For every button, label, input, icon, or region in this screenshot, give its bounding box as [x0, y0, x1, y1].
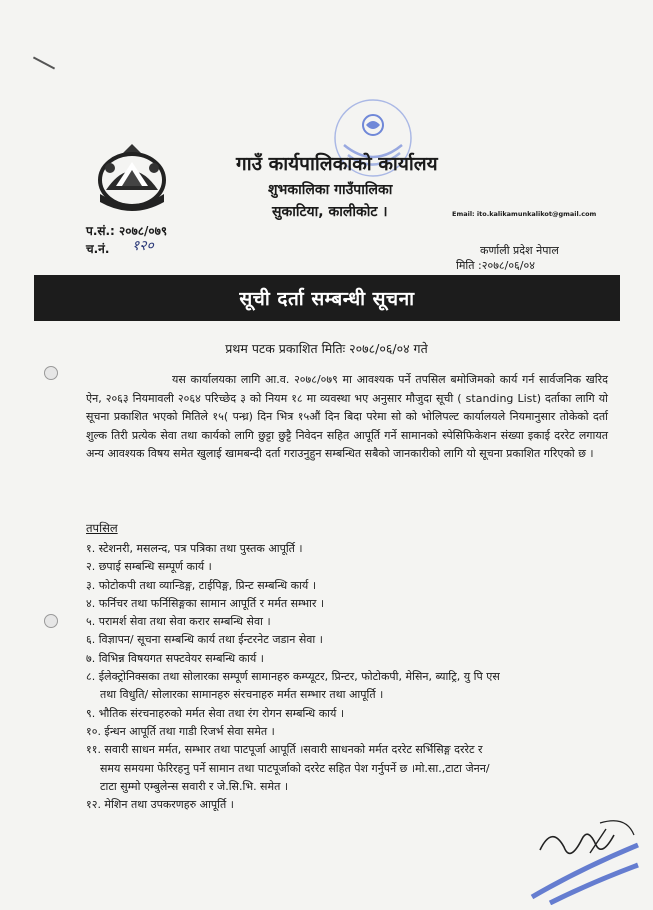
schedule-item: २. छपाई सम्बन्धि सम्पूर्ण कार्य ।: [86, 560, 212, 574]
schedule-item: ४. फर्निचर तथा फर्निसिङ्गका सामान आपूर्ति र मर्मत सम्भार ।: [86, 596, 325, 610]
paper-mark: [33, 56, 55, 69]
schedule-item: ५. परामर्श सेवा तथा सेवा करार सम्बन्धि सेवा ।: [86, 615, 271, 629]
notice-title: सूची दर्ता सम्बन्धी सूचना: [239, 288, 415, 310]
schedule-item-continuation: तथा विधुति/ सोलारका सामानहरु संरचनाहरु मर्मत सम्भार तथा आपूर्ति ।: [100, 688, 384, 702]
schedule-item-continuation: समय समयमा फेरिरहनु पर्ने सामान तथा पाटपूर्जाको दररेट सहित पेश गर्नुपर्ने छ ।मो.सा.,टाटा जेनन/: [100, 761, 490, 775]
province-name: कर्णाली प्रदेश नेपाल: [480, 244, 559, 257]
schedule-item: ११. सवारी साधन मर्मत, सम्भार तथा पाटपूर्जा आपूर्ति ।सवारी साधनको मर्मत दररेट सर्भिसिङ्ग दररेट र: [86, 743, 483, 757]
schedule-item: १. स्टेशनरी, मसलन्द, पत्र पत्रिका तथा पुस्तक आपूर्ति ।: [86, 542, 303, 555]
letter-date: मिति :२०७८/०६/०४: [456, 259, 535, 272]
schedule-item: ३. फोटोकपी तथा व्यान्डिङ्ग, टाईपिङ्ग, प्रिन्ट सम्बन्धि कार्य ।: [86, 578, 316, 592]
publish-date: प्रथम पटक प्रकाशित मितिः २०७८/०६/०४ गते: [225, 341, 428, 356]
schedule-label: तपसिल: [86, 521, 118, 535]
schedule-item: १२. मेशिन तथा उपकरणहरु आपूर्ति ।: [86, 798, 234, 812]
dispatch-number-label: च.नं.: [86, 242, 110, 256]
dispatch-number-value: १२०: [132, 238, 154, 254]
schedule-item: ९. भौतिक संरचनाहरुको मर्मत सेवा तथा रंग रोगन सम्बन्धि कार्य ।: [86, 706, 345, 720]
office-title: गाउँ कार्यपालिकाको कार्यालय: [236, 153, 438, 175]
schedule-item-continuation: टाटा सुम्मो एम्बुलेन्स सवारी र जे.सि.भि. समेत ।: [100, 779, 289, 793]
office-location: सुकाटिया, कालीकोट ।: [272, 204, 388, 220]
office-email: Email: ito.kalikamunkalikot@gmail.com: [452, 210, 597, 218]
schedule-list: [86, 540, 626, 814]
schedule-item: ८. ईलेक्ट्रोनिक्सका तथा सोलारका सम्पूर्ण सामानहरु कम्प्यूटर, प्रिन्टर, फोटोकपी, मेसिन, ब्याट्रि, यु पि एस: [86, 670, 500, 684]
punch-hole-top: [44, 366, 58, 380]
notice-banner: [34, 275, 620, 321]
reference-number: प.सं.: २०७८/०७९: [86, 224, 168, 238]
notice-body: यस कार्यालयका लागि आ.व. २०७८/०७९ मा आवश्यक पर्ने तपसिल बमोजिमको कार्य गर्न सार्वजनिक खरिद ऐन, २०६३ नियमावली २०६४ परिच्छेद ३ को नियम १८ मा व्यवस्था भए अनुसार मौजुदा सूची ( standing List) दर्ताका लागि यो सूचना प्रकाशित भएको मितिले १५( पन्ध्र) दिन भित्र १५औं दिन बिदा परेमा सो को भोलिपल्ट कार्यालयले नियमानुसार तोकेको दर्ता शुल्क तिरी प्रत्येक सेवा तथा कार्यको लागि छुट्टा छुट्टै निवेदन सहित आपूर्ति गर्ने सामानको स्पेसिफिकेशन संख्या इकाई दररेट लगायत अन्य आवश्यक विषय समेत खुलाई खामबन्दी दर्ता गराउनुहुन सम्बन्धित सबैको जानकारीको लागि यो सूचना प्रकाशित गरिएको छ ।: [86, 373, 608, 461]
schedule-item: ६. विज्ञापन/ सूचना सम्बन्धि कार्य तथा ईन्टरनेट जडान सेवा ।: [86, 633, 323, 647]
schedule-item: ७. विभिन्न विषयगत सफ्टवेयर सम्बन्धि कार्य ।: [86, 651, 264, 665]
signature-stamp-icon: [530, 805, 640, 905]
nepal-emblem-icon: [92, 140, 172, 214]
schedule-item: १०. ईन्धन आपूर्ति तथा गाडी रिजर्भ सेवा समेत ।: [86, 724, 275, 738]
municipality-name: शुभकालिका गाउँपालिका: [268, 182, 393, 198]
punch-hole-bottom: [44, 614, 58, 628]
